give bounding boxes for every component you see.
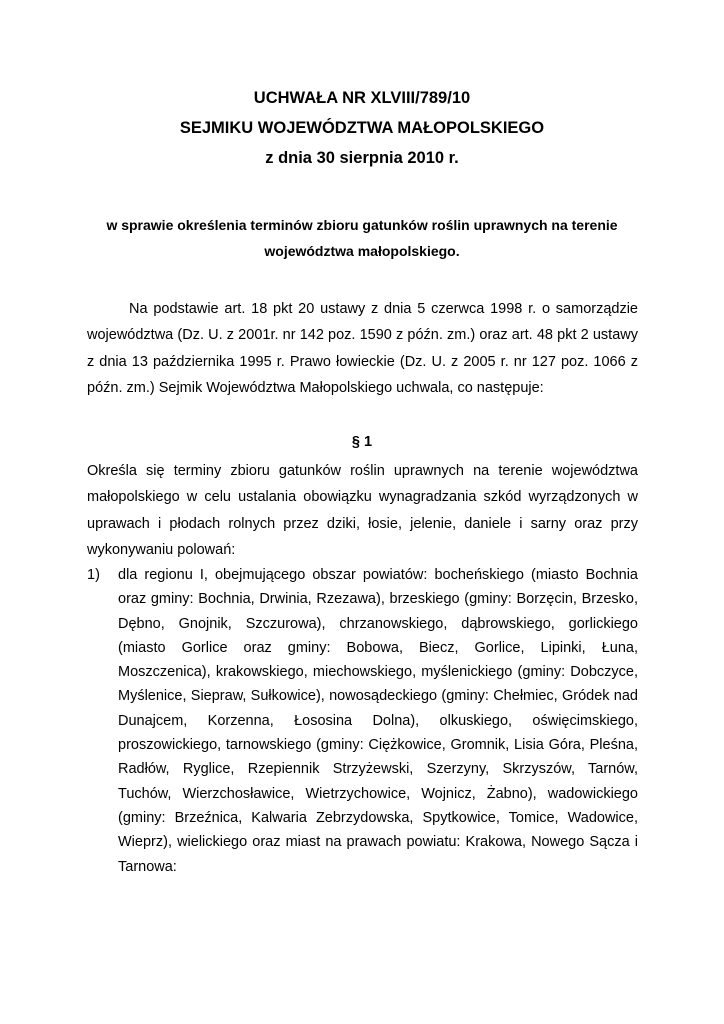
resolution-subject: w sprawie określenia terminów zbioru gatunków roślin uprawnych na terenie województwa małopolskiego. xyxy=(106,217,618,259)
list-item-text: dla regionu I, obejmującego obszar powiatów: bocheńskiego (miasto Bochnia oraz gminy: Bochnia, Drwinia, Rzezawa), brzeskiego (gminy: Borzęcin, Brzesko, Dębno, Gnojnik, Szczurowa), chrzanowskiego, dąbrowskiego, gorlickiego (miasto Gorlice oraz gminy: Bobowa, Biecz, Gorlice, Lipinki, Łuna, Moszczenica), krakowskiego, miechowskiego, myślenickiego (gminy: Dobczyce, Myślenice, Siepraw, Sułkowice), nowosądeckiego (gminy: Chełmiec, Gródek nad Dunajcem, Korzenna, Łososina Dolna), olkuskiego, oświęcimskiego, proszowickiego, tarnowskiego (gminy: Ciężkowice, Gromnik, Lisia Góra, Pleśna, Radłów, Ryglice, Rzepiennik Strzyżewski, Szerzyny, Skrzyszów, Tarnów, Tuchów, Wierzchosławice, Wietrzychowice, Wojnicz, Żabno), wadowickiego (gminy: Brzeźnica, Kalwaria Zebrzydowska, Spytkowice, Tomice, Wadowice, Wieprz), wielickiego oraz miast na prawach powiatu: Krakowa, Nowego Sącza i Tarnowa: xyxy=(118,567,638,875)
section-1-heading: § 1 xyxy=(351,434,373,450)
resolution-number: UCHWAŁA NR XLVIII/789/10 xyxy=(253,89,471,107)
section-1-intro: Określa się terminy zbioru gatunków roślin uprawnych na terenie województwa małopolskiego w celu ustalania obowiązku wynagradzania szkód wyrządzonych w uprawach i płodach rolnych przez dziki, łosie, jelenie, daniele i sarny oraz przy wykonywaniu polowań: xyxy=(87,463,638,559)
issuing-body: SEJMIKU WOJEWÓDZTWA MAŁOPOLSKIEGO xyxy=(179,119,545,137)
resolution-date: z dnia 30 sierpnia 2010 r. xyxy=(265,149,459,167)
preamble-paragraph: Na podstawie art. 18 pkt 20 ustawy z dnia 5 czerwca 1998 r. o samorządzie województwa (Dz. U. z 2001r. nr 142 poz. 1590 z późn. zm.) oraz art. 48 pkt 2 ustawy z dnia 13 października 1995 r. Prawo łowieckie (Dz. U. z 2005 r. nr 127 poz. 1066 z późn. zm.) Sejmik Województwa Małopolskiego uchwala, co następuje: xyxy=(87,301,638,397)
list-item xyxy=(87,563,638,879)
list-item-number: 1) xyxy=(87,567,100,583)
